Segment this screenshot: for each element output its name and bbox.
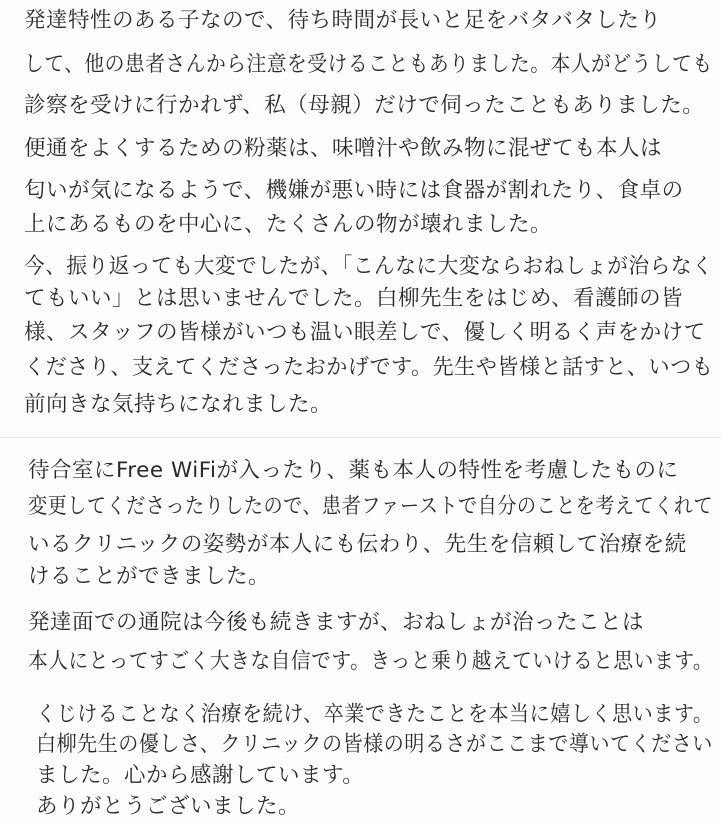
letter-line: して、他の患者さんから注意を受けることもありました。本人がどうしても [24,52,713,77]
letter-line: 便通をよくするための粉薬は、味噌汁や飲み物に混ぜても本人は [24,136,663,161]
letter-line: くださり、支えてくださったおかげです。先生や皆様と話すと、いつも [24,355,714,380]
letter-line: てもいい」とは思いませんでした。白柳先生をはじめ、看護師の皆 [24,286,684,311]
letter-line: 白柳先生の優しさ、クリニックの皆様の明るさがここまで導いてください [36,732,713,757]
letter-line: 本人にとってすごく大きな自信です。きっと乗り越えていけると思います。 [28,649,714,674]
letter-line: いるクリニックの姿勢が本人にも伝わり、先生を信頼して治療を続 [28,532,687,557]
letter-line: 診察を受けに行かれず、私（母親）だけで伺ったこともありました。 [24,93,705,118]
letter-line: 上にあるものを中心に、たくさんの物が壊れました。 [24,212,553,237]
letter-line: ありがとうございました。 [36,794,301,819]
letter-line: ました。心から感謝しています。 [36,763,365,788]
letter-line: 今、振り返っても大変でしたが、「こんなに大変ならおねしょが治らなく [24,254,714,279]
paper-fold-line [0,437,721,438]
letter-line: 前向きな気持ちになれました。 [24,392,333,417]
letter-line: くじけることなく治療を続け、卒業できたことを本当に嬉しく思います。 [36,702,714,727]
letter-line: 匂いが気になるようで、機嫌が悪い時には食器が割れたり、食卓の [24,178,684,203]
letter-line: 発達面での通院は今後も続きますが、おねしょが治ったことは [28,610,645,635]
letter-line: 待合室にFree WiFiが入ったり、薬も本人の特性を考慮したものに [28,458,679,483]
letter-line: けることができました。 [28,564,271,589]
letter-line: 様、スタッフの皆様がいつも温い眼差しで、優しく明るく声をかけて [24,320,706,345]
letter-line: 変更してくださったりしたので、患者ファーストで自分のことを考えてくれて [28,494,714,519]
letter-line: 発達特性のある子なので、待ち時間が長いと足をバタバタしたり [24,8,662,33]
